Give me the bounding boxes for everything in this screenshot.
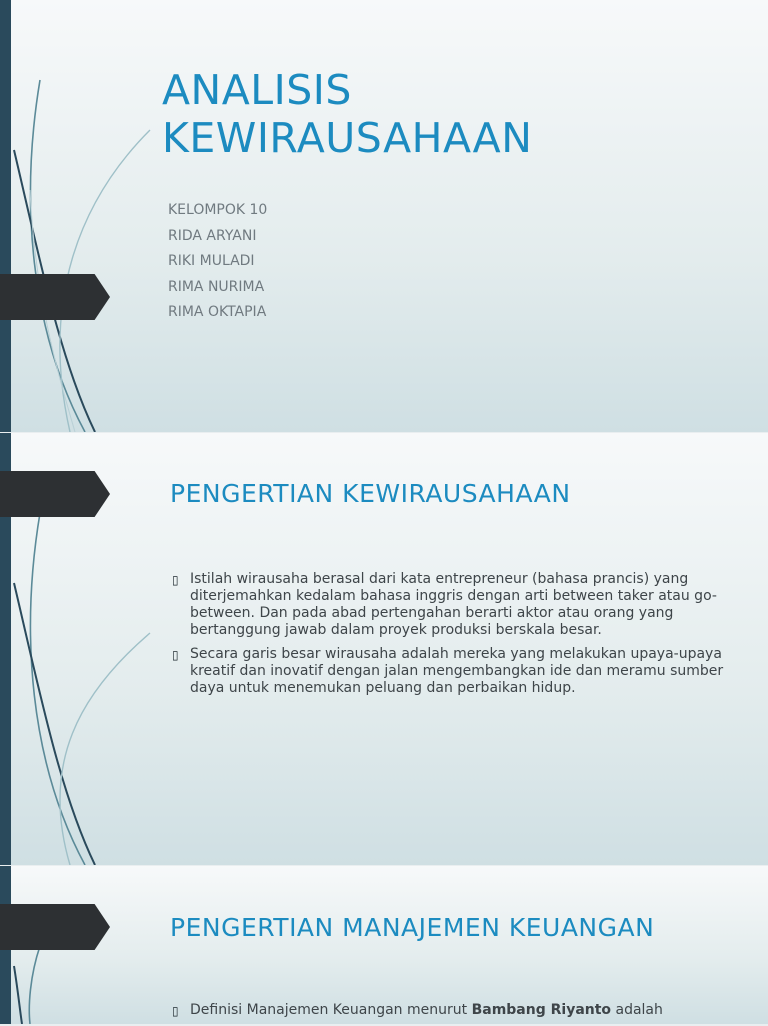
- list-item: [172, 1002, 732, 1019]
- subtitle-line: RIMA OKTAPIA: [168, 304, 267, 320]
- arrow-tab-icon: [0, 471, 110, 517]
- bullet-text: Secara garis besar wirausaha adalah mereka yang melakukan upaya-upaya kreatif dan inovatif dengan jalan mengembangkan ide dan meramu sumber daya untuk menemukan peluang dan perbaikan hidup.: [190, 646, 724, 696]
- square-bullet-icon: ▯: [172, 1004, 179, 1018]
- slide-1-title: ANALISIS KEWIRAUSAHAAN: [162, 66, 533, 162]
- bullet-list: [172, 571, 732, 704]
- subtitle-line: RIMA NURIMA: [168, 278, 265, 295]
- list-item: [172, 646, 732, 697]
- slide-2-title: PENGERTIAN KEWIRAUSAHAAN: [170, 479, 571, 508]
- bullet-text-rest: adalah: [615, 1002, 663, 1018]
- list-item: [172, 571, 732, 639]
- bullet-text: Definisi Manajemen Keuangan menurut: [190, 1002, 468, 1018]
- arrow-tab-icon: [0, 904, 110, 950]
- subtitle-line: RIKI MULADI: [168, 253, 255, 269]
- bullet-author: Bambang Riyanto: [471, 1002, 612, 1018]
- slide-manajemen-keuangan: [0, 866, 768, 1024]
- subtitle-line: KELOMPOK 10: [168, 202, 268, 218]
- square-bullet-icon: ▯: [172, 648, 179, 662]
- swoosh-decoration: [0, 0, 160, 432]
- bullet-list: [172, 1002, 732, 1026]
- subtitle-line: RIDA ARYANI: [168, 227, 257, 244]
- slide-3-title: PENGERTIAN MANAJEMEN KEUANGAN: [170, 913, 655, 942]
- subtitle-list: [168, 198, 267, 326]
- arrow-tab-icon: [0, 274, 110, 320]
- square-bullet-icon: ▯: [172, 573, 179, 587]
- slide-title: [0, 0, 768, 432]
- bullet-text: Istilah wirausaha berasal dari kata entrepreneur (bahasa prancis) yang diterjemahkan kedalam bahasa inggris dengan arti between taker atau go-between. Dan pada abad pertengahan berarti aktor atau orang yang bertanggung jawab dalam proyek produksi berskala besar.: [190, 571, 717, 638]
